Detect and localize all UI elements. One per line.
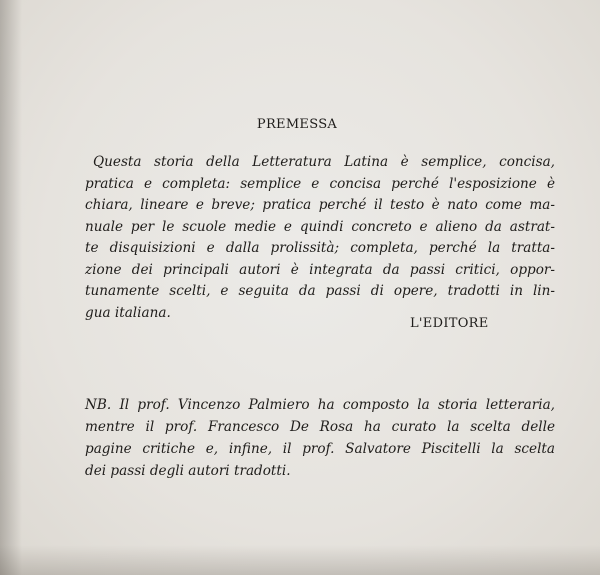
- paragraph-line: zione dei principali autori è integrata da passi critici, oppor-: [85, 261, 555, 278]
- preface-paragraph: [85, 152, 555, 324]
- page-gutter-shadow: [0, 0, 22, 575]
- note-line: mentre il prof. Francesco De Rosa ha curato la scelta delle: [85, 419, 555, 435]
- paragraph-line: te disquisizioni e dalla prolissità; completa, perché la tratta-: [85, 240, 555, 256]
- paragraph-line: chiara, lineare e breve; pratica perché il testo è nato come ma-: [85, 197, 555, 213]
- note-line: pagine critiche e, infine, il prof. Salvatore Piscitelli la scelta: [85, 441, 555, 457]
- heading-text: PREMESSA: [256, 117, 338, 132]
- note-line: NB. Il prof. Vincenzo Palmiero ha composto la storia letteraria,: [85, 397, 555, 413]
- note-line: dei passi degli autori tradotti.: [85, 463, 291, 479]
- paragraph-line: tunamente scelti, e seguita da passi di opere, tradotti in lin-: [85, 283, 555, 299]
- publisher-signature: L'EDITORE: [410, 316, 489, 331]
- page-bottom-shadow: [0, 545, 600, 575]
- paragraph-line: nuale per le scuole medie e quindi concreto e alieno da astrat-: [85, 218, 555, 235]
- page-heading: [0, 117, 600, 132]
- paragraph-line: gua italiana.: [85, 304, 171, 321]
- authors-note: [85, 394, 555, 482]
- paragraph-line: Questa storia della Letteratura Latina è semplice, concisa,: [93, 154, 555, 170]
- paragraph-line: pratica e completa: semplice e concisa perché l'esposizione è: [85, 175, 555, 192]
